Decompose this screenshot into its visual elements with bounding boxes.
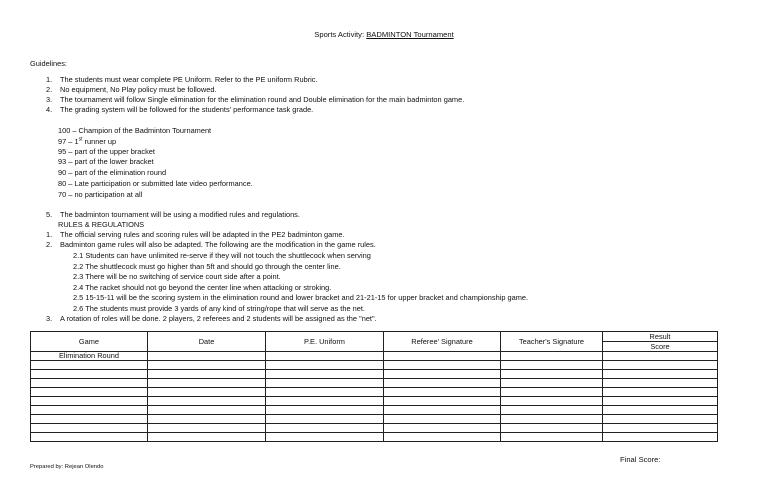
rule-item-2 [46, 241, 376, 248]
guideline-text: The tournament will follow Single elimination for the elimination round and Double elimination for the main badminton game. [60, 95, 465, 104]
title-prefix: Sports Activity: [314, 30, 367, 39]
table-cell[interactable] [501, 361, 603, 370]
table-cell[interactable] [148, 397, 266, 406]
table-row [31, 424, 718, 433]
rule-text: Badminton game rules will also be adapted. The following are the modification in the game rules. [60, 240, 376, 249]
table-cell[interactable] [384, 352, 501, 361]
guideline-item-5 [46, 211, 300, 218]
table-cell[interactable] [266, 433, 384, 442]
table-cell[interactable] [31, 379, 148, 388]
table-cell[interactable] [501, 415, 603, 424]
score-table [30, 331, 718, 442]
table-cell[interactable] [603, 433, 718, 442]
grade-70: 70 – no participation at all [58, 190, 143, 199]
guideline-num: 5. [46, 210, 53, 219]
table-cell[interactable] [603, 352, 718, 361]
header-pe-uniform: P.E. Uniform [266, 332, 384, 352]
table-cell[interactable] [31, 424, 148, 433]
row-label-elimination: Elimination Round [31, 352, 148, 361]
grade-97-sup: st [78, 136, 83, 143]
table-cell[interactable] [603, 388, 718, 397]
document-title [0, 30, 768, 39]
table-cell[interactable] [384, 388, 501, 397]
table-cell[interactable] [31, 415, 148, 424]
rule-text: A rotation of roles will be done. 2 players, 2 referees and 2 students will be assigned as the "net". [60, 314, 377, 323]
grade-97-text: 97 – 1 [58, 137, 79, 146]
table-cell[interactable] [266, 388, 384, 397]
header-teacher-signature: Teacher's Signature [501, 332, 603, 352]
subrule-2-6: 2.6 The students must provide 3 yards of any kind of string/rope that will serve as the net. [73, 304, 365, 313]
table-cell[interactable] [603, 415, 718, 424]
guideline-num: 3. [46, 95, 53, 104]
header-result-score [603, 332, 718, 352]
table-row [31, 388, 718, 397]
table-cell[interactable] [266, 379, 384, 388]
table-cell[interactable] [384, 406, 501, 415]
table-row [31, 406, 718, 415]
table-cell[interactable] [266, 352, 384, 361]
table-row [31, 352, 718, 361]
subrule-2-4: 2.4 The racket should not go beyond the center line when attacking or stroking. [73, 283, 332, 292]
table-cell[interactable] [266, 370, 384, 379]
table-cell[interactable] [603, 370, 718, 379]
table-cell[interactable] [148, 379, 266, 388]
subrule-2-1: 2.1 Students can have unlimited re-serve if they will not touch the shuttlecock when serving [73, 251, 371, 260]
rule-num: 2. [46, 240, 53, 249]
grade-97-rest: runner up [82, 137, 117, 146]
table-cell[interactable] [501, 424, 603, 433]
table-cell[interactable] [384, 424, 501, 433]
table-cell[interactable] [501, 370, 603, 379]
table-cell[interactable] [148, 361, 266, 370]
table-row [31, 370, 718, 379]
rule-item-3 [46, 315, 377, 322]
guideline-num: 2. [46, 85, 53, 94]
table-cell[interactable] [148, 388, 266, 397]
table-cell[interactable] [148, 406, 266, 415]
table-cell[interactable] [603, 406, 718, 415]
title-activity: BADMINTON Tournament [366, 30, 454, 39]
guideline-item-1 [46, 76, 318, 83]
table-cell[interactable] [603, 379, 718, 388]
table-cell[interactable] [384, 415, 501, 424]
guideline-text: The grading system will be followed for the students' performance task grade. [60, 105, 314, 114]
table-cell[interactable] [266, 397, 384, 406]
table-cell[interactable] [501, 379, 603, 388]
guideline-text: The badminton tournament will be using a modified rules and regulations. [60, 210, 300, 219]
grade-90: 90 – part of the elimination round [58, 168, 167, 177]
prepared-by: Prepared by: Rejean Olendo [30, 464, 104, 470]
rule-item-1 [46, 231, 345, 238]
guideline-num: 4. [46, 105, 53, 114]
header-game: Game [31, 332, 148, 352]
table-cell[interactable] [384, 397, 501, 406]
guideline-item-3 [46, 96, 464, 103]
table-cell[interactable] [384, 379, 501, 388]
guideline-item-4 [46, 106, 313, 113]
grade-97 [58, 138, 116, 145]
table-row [31, 361, 718, 370]
table-row [31, 433, 718, 442]
header-referee-signature: Referee' Signature [384, 332, 501, 352]
table-cell[interactable] [31, 397, 148, 406]
table-header-row [31, 332, 718, 352]
table-cell[interactable] [603, 361, 718, 370]
grade-100: 100 – Champion of the Badminton Tournament [58, 126, 212, 135]
table-cell[interactable] [266, 415, 384, 424]
subrule-2-2: 2.2 The shuttlecock must go higher than 5ft and should go through the center line. [73, 262, 341, 271]
guideline-num: 1. [46, 75, 53, 84]
guideline-text: The students must wear complete PE Uniform. Refer to the PE uniform Rubric. [60, 75, 318, 84]
grade-95: 95 – part of the upper bracket [58, 147, 155, 156]
final-score-label: Final Score: [620, 455, 661, 464]
table-cell[interactable] [148, 433, 266, 442]
table-cell[interactable] [501, 406, 603, 415]
table-cell[interactable] [384, 370, 501, 379]
table-row [31, 415, 718, 424]
table-cell[interactable] [501, 397, 603, 406]
table-cell[interactable] [148, 415, 266, 424]
header-date: Date [148, 332, 266, 352]
table-cell[interactable] [384, 361, 501, 370]
table-cell[interactable] [31, 361, 148, 370]
table-cell[interactable] [266, 424, 384, 433]
grade-80: 80 – Late participation or submitted late video performance. [58, 179, 253, 188]
table-cell[interactable] [148, 370, 266, 379]
header-result: Result [603, 332, 717, 342]
grade-93: 93 – part of the lower bracket [58, 157, 154, 166]
guideline-text: No equipment, No Play policy must be followed. [60, 85, 217, 94]
table-cell[interactable] [603, 397, 718, 406]
rules-heading: RULES & REGULATIONS [58, 220, 145, 229]
table-cell[interactable] [266, 361, 384, 370]
table-cell[interactable] [501, 433, 603, 442]
guideline-item-2 [46, 86, 217, 93]
table-cell[interactable] [148, 352, 266, 361]
guidelines-heading: Guidelines: [30, 59, 67, 68]
table-cell[interactable] [31, 406, 148, 415]
rule-num: 3. [46, 314, 53, 323]
header-score: Score [650, 342, 670, 351]
table-cell[interactable] [501, 388, 603, 397]
subrule-2-3: 2.3 There will be no switching of service court side after a point. [73, 272, 281, 281]
table-cell[interactable] [501, 352, 603, 361]
table-cell[interactable] [603, 424, 718, 433]
table-cell[interactable] [31, 388, 148, 397]
table-cell[interactable] [31, 433, 148, 442]
rule-num: 1. [46, 230, 53, 239]
subrule-2-5: 2.5 15-15-11 will be the scoring system in the elimination round and lower bracket and 21-21-15 for upper bracket and championship game. [73, 293, 529, 302]
table-cell[interactable] [266, 406, 384, 415]
table-cell[interactable] [384, 433, 501, 442]
table-row [31, 379, 718, 388]
table-row [31, 397, 718, 406]
rule-text: The official serving rules and scoring rules will be adapted in the PE2 badminton game. [60, 230, 345, 239]
table-cell[interactable] [31, 370, 148, 379]
table-cell[interactable] [148, 424, 266, 433]
